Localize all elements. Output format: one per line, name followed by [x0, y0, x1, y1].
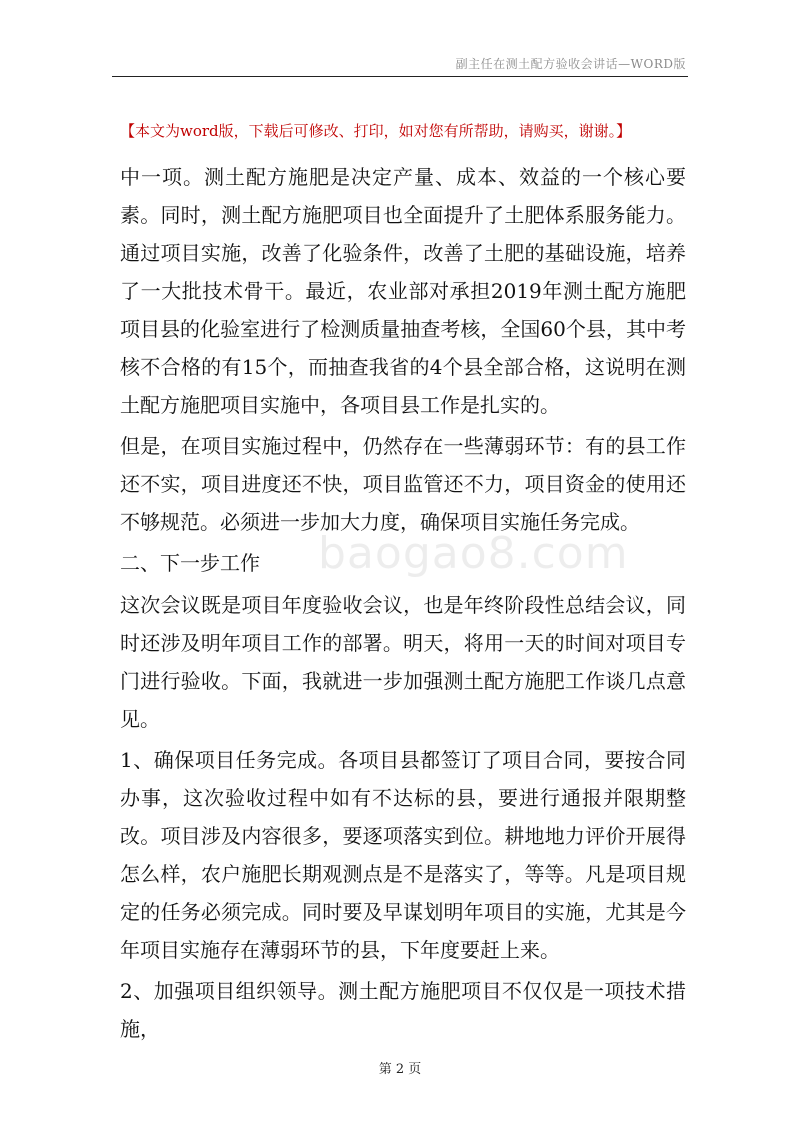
paragraph: 1、确保项目任务完成。各项目县都签订了项目合同，要按合同办事，这次验收过程中如有不达标的县，要进行通报并限期整改。项目涉及内容很多，要逐项落实到位。耕地地力评价开展得怎么样，农户施肥长期观测点是不是落实了，等等。凡是项目规定的任务必须完成。同时要及早谋划明年项目的实施，尤其是今年项目实施存在薄弱环节的县，下年度要赶上来。 [120, 748, 686, 962]
watermark: baogao8.com [318, 528, 629, 579]
section-heading: 二、下一步工作 [120, 551, 260, 575]
download-notice: 【本文为word版，下载后可修改、打印，如对您有所帮助，请购买，谢谢。】 [120, 122, 632, 140]
paragraph: 中一项。测土配方施肥是决定产量、成本、效益的一个核心要素。同时，测土配方施肥项目也全面提升了土肥体系服务能力。通过项目实施，改善了化验条件，改善了土肥的基础设施，培养了一大批技术骨干。最近，农业部对承担2019年测土配方施肥项目县的化验室进行了检测质量抽查考核，全国60个县，其中考核不合格的有15个，而抽查我省的4个县全部合格，这说明在测土配方施肥项目实施中，各项目县工作是扎实的。 [120, 165, 686, 417]
header-title: 副主任在测土配方验收会讲话—WORD版 [455, 57, 686, 71]
page-number: 第 2 页 [378, 1062, 422, 1077]
paragraph: 这次会议既是项目年度验收会议，也是年终阶段性总结会议，同时还涉及明年项目工作的部署。明天，将用一天的时间对项目专门进行验收。下面，我就进一步加强测土配方施肥工作谈几点意见。 [120, 593, 686, 731]
header-divider [112, 76, 688, 77]
document-body [120, 158, 686, 1051]
paragraph: 2、加强项目组织领导。测土配方施肥项目不仅仅是一项技术措施， [120, 979, 686, 1041]
paragraph: 但是，在项目实施过程中，仍然存在一些薄弱环节：有的县工作还不实，项目进度还不快，项目监管还不力，项目资金的使用还不够规范。必须进一步加大力度，确保项目实施任务完成。 [120, 434, 686, 534]
